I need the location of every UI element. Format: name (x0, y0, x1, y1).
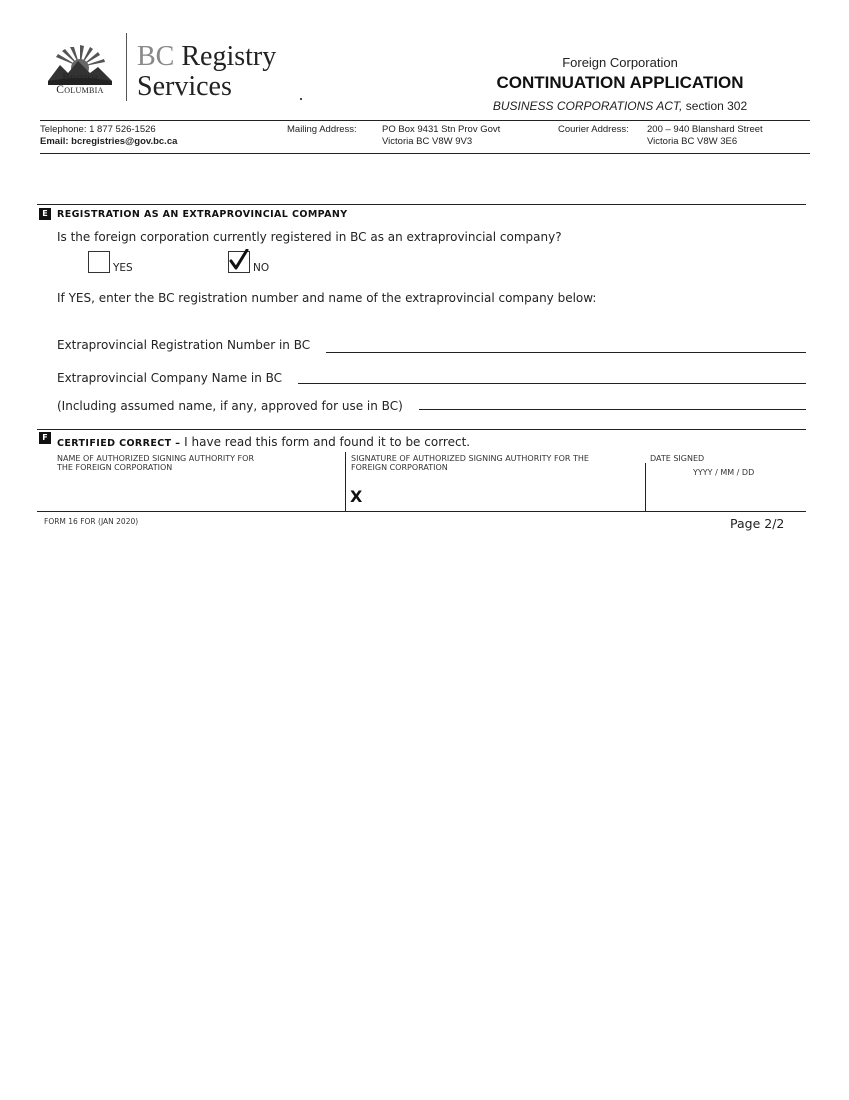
contact-rule (40, 153, 810, 154)
signature-x-mark: X (350, 487, 363, 506)
checkmark-icon (228, 249, 250, 271)
company-name-label: Extraprovincial Company Name in BC (57, 371, 283, 385)
signature-label: SIGNATURE OF AUTHORIZED SIGNING AUTHORITY FOR THE FOREIGN CORPORATION (351, 454, 589, 472)
date-format-hint: YYYY / MM / DD (693, 468, 755, 477)
form-code: FORM 16 FOR (JAN 2020) (44, 517, 139, 526)
province-line1: British (62, 72, 98, 84)
mailing-line1: PO Box 9431 Stn Prov Govt (382, 124, 501, 135)
section-f-badge: F (39, 432, 51, 444)
decorative-dot (300, 98, 302, 100)
reg-number-label: Extraprovincial Registration Number in BC (57, 338, 311, 352)
courier-label: Courier Address: (558, 124, 629, 135)
section-e-rule (37, 204, 806, 205)
courier-line1: 200 – 940 Blanshard Street (647, 124, 763, 135)
act-section: section 302 (682, 99, 748, 113)
page-number: Page 2/2 (730, 516, 785, 531)
brand-title (137, 42, 276, 72)
signature-field[interactable] (347, 470, 643, 510)
mailing-address (382, 124, 500, 148)
assumed-name-input[interactable] (419, 409, 806, 410)
telephone: Telephone: 1 877 526-1526 (40, 124, 156, 135)
assumed-name-label: (Including assumed name, if any, approved for use in BC) (57, 399, 403, 413)
act-name: BUSINESS CORPORATIONS ACT, (492, 99, 683, 113)
province-line2: Columbia (56, 84, 104, 96)
act-reference (470, 99, 770, 113)
yes-label: YES (113, 262, 133, 274)
courier-line2: Victoria BC V8W 3E6 (647, 136, 738, 147)
certified-statement (57, 435, 470, 449)
certified-title: CERTIFIED CORRECT – (57, 438, 181, 449)
signature-divider (345, 452, 346, 511)
contact-phone-email (40, 124, 177, 148)
section-e-badge: E (39, 208, 51, 220)
mailing-line2: Victoria BC V8W 9V3 (382, 136, 473, 147)
date-divider (645, 463, 646, 511)
section-e-title: REGISTRATION AS AN EXTRAPROVINCIAL COMPANY (57, 209, 348, 220)
form-title: CONTINUATION APPLICATION (496, 73, 744, 92)
province-name (40, 72, 120, 96)
date-signed-label: DATE SIGNED (650, 454, 705, 463)
section-f-bottom-rule (37, 511, 806, 512)
form-subtitle: Foreign Corporation (562, 55, 678, 70)
section-f-rule (37, 429, 806, 430)
mailing-label: Mailing Address: (287, 124, 357, 135)
email: Email: bcregistries@gov.bc.ca (40, 136, 178, 147)
brand-bc: BC (137, 41, 175, 72)
certified-text: I have read this form and found it to be correct. (180, 435, 471, 449)
brand-services: Services (137, 71, 232, 102)
no-checkbox[interactable] (228, 251, 250, 273)
courier-address (647, 124, 763, 148)
signer-name-label: NAME OF AUTHORIZED SIGNING AUTHORITY FOR THE FOREIGN CORPORATION (57, 454, 255, 472)
company-name-input[interactable] (298, 383, 806, 384)
date-signed-field[interactable] (647, 478, 805, 510)
reg-number-input[interactable] (326, 352, 806, 353)
registration-question: Is the foreign corporation currently registered in BC as an extraprovincial company? (57, 230, 562, 244)
no-label: NO (253, 262, 270, 274)
brand-registry: Registry (174, 41, 277, 72)
yes-instruction: If YES, enter the BC registration number and name of the extraprovincial company below: (57, 291, 597, 305)
header-rule (40, 120, 810, 121)
logo-divider (126, 33, 127, 101)
yes-checkbox[interactable] (88, 251, 110, 273)
